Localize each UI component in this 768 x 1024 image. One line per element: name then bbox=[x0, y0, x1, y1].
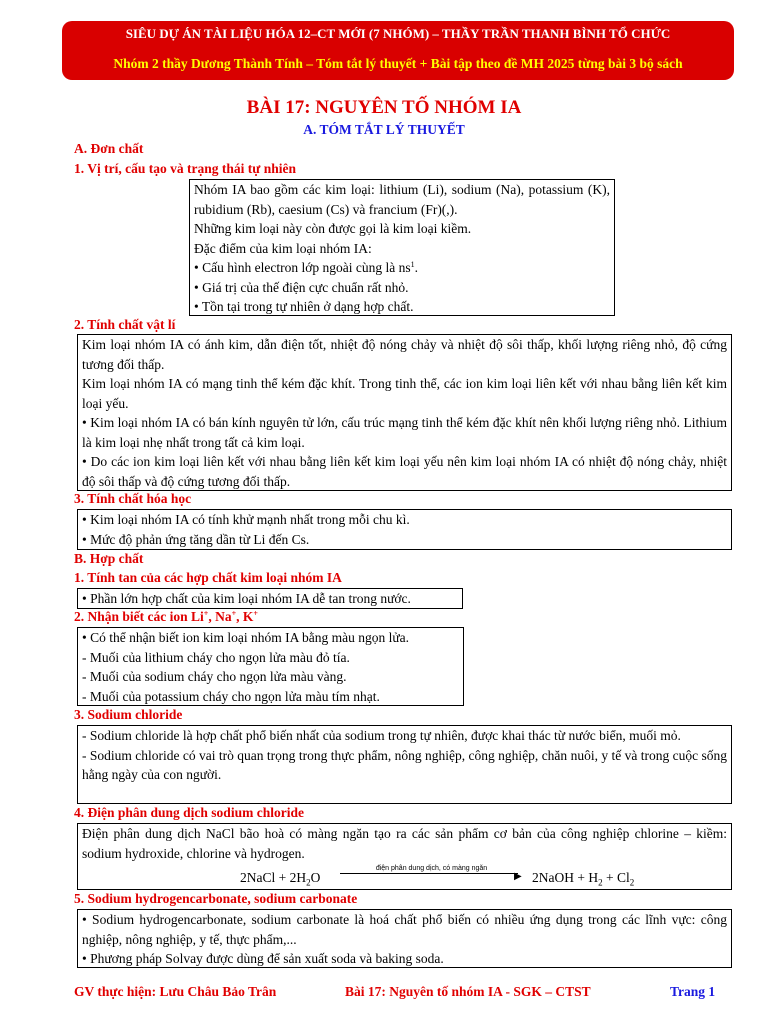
equation-products: 2NaOH + $H_2 + Cl_2$ bbox=[532, 870, 635, 888]
footer-lesson: Bài 17: Nguyên tố nhóm IA - SGK – CTST bbox=[345, 984, 591, 999]
a1-p1: Nhóm IA bao gồm các kim loại: lithium (Li), sodium (Na), potassium (K), rubidium (Rb), caesium (Cs) và francium (Fr)(,). bbox=[194, 182, 610, 217]
header-banner bbox=[62, 21, 734, 80]
box-b3 bbox=[77, 725, 732, 804]
box-a2 bbox=[77, 334, 732, 491]
a1-p3: Đặc điểm của kim loại nhóm IA: bbox=[194, 240, 372, 256]
box-a1 bbox=[189, 179, 615, 316]
a2-p3: • Kim loại nhóm IA có bán kính nguyên tử lớn, cấu trúc mạng tinh thể kém đặc khít nên khối lượng riêng nhỏ. Lithium là kim loại nhẹ nhất trong tất cả kim loại. bbox=[82, 415, 727, 450]
heading-a2: 2. Tính chất vật lí bbox=[74, 317, 176, 332]
b1-b1: • Phần lớn hợp chất của kim loại nhóm IA dễ tan trong nước. bbox=[82, 591, 411, 606]
a3-b2: • Mức độ phản ứng tăng dần từ Li đến Cs. bbox=[82, 531, 310, 547]
electrolysis-equation bbox=[82, 865, 727, 889]
banner-line-2: Nhóm 2 thầy Dương Thành Tính – Tóm tắt lý thuyết + Bài tập theo đề MH 2025 từng bài 3 bộ sách bbox=[113, 56, 683, 71]
b2-b1: • Có thể nhận biết ion kim loại nhóm IA bằng màu ngọn lửa. bbox=[82, 630, 409, 645]
b2-b4: - Muối của potassium cháy cho ngọn lửa màu tím nhạt. bbox=[82, 688, 380, 704]
box-b5 bbox=[77, 909, 732, 968]
lesson-title: BÀI 17: NGUYÊN TỐ NHÓM IA bbox=[246, 97, 522, 118]
reaction-condition: điện phân dung dịch, có màng ngăn bbox=[375, 865, 488, 872]
a2-p2: Kim loại nhóm IA có mạng tinh thể kém đặc khít. Trong tinh thể, các ion kim loại liên kết với nhau bằng liên kết kim loại yếu. bbox=[82, 376, 727, 411]
footer-page-number: Trang 1 bbox=[670, 984, 716, 999]
heading-a1: 1. Vị trí, cấu tạo và trạng thái tự nhiên bbox=[74, 161, 296, 176]
a1-b1: • Cấu hình electron lớp ngoài cùng là $ns^1$. bbox=[194, 260, 418, 275]
box-b2 bbox=[77, 627, 464, 706]
a2-p1: Kim loại nhóm IA có ánh kim, dẫn điện tốt, nhiệt độ nóng chảy và nhiệt độ sôi thấp, khối lượng riêng nhỏ, độ cứng tương đối thấp. bbox=[82, 337, 727, 372]
heading-b5: 5. Sodium hydrogencarbonate, sodium carbonate bbox=[74, 891, 358, 906]
a3-b1: • Kim loại nhóm IA có tính khử mạnh nhất trong mỗi chu kì. bbox=[82, 512, 410, 527]
b3-p1: - Sodium chloride là hợp chất phổ biến nhất của sodium trong tự nhiên, được khai thác từ nước biển, muối mỏ. bbox=[82, 728, 681, 743]
heading-a: A. Đơn chất bbox=[74, 141, 144, 156]
section-subtitle: A. TÓM TẮT LÝ THUYẾT bbox=[303, 122, 465, 137]
b5-b2: • Phương pháp Solvay được dùng để sản xuất soda và baking soda. bbox=[82, 951, 444, 966]
heading-b3: 3. Sodium chloride bbox=[74, 707, 183, 722]
box-a3 bbox=[77, 509, 732, 550]
a1-b2: • Giá trị của thế điện cực chuẩn rất nhỏ. bbox=[194, 279, 409, 295]
equation-reactants: 2NaCl + $2H_2O$ bbox=[240, 870, 321, 888]
footer-author: GV thực hiện: Lưu Châu Bảo Trân bbox=[74, 984, 277, 999]
a1-p2: Những kim loại này còn được gọi là kim loại kiềm. bbox=[194, 221, 472, 236]
box-b4 bbox=[77, 823, 732, 890]
b3-p2: - Sodium chloride có vai trò quan trọng trong thực phẩm, nông nghiệp, công nghiệp, chăn nuôi, y tế và trong cuộc sống hằng ngày của con người. bbox=[82, 747, 727, 782]
a2-p4: • Do các ion kim loại liên kết với nhau bằng liên kết kim loại yếu nên kim loại nhóm IA có nhiệt độ nóng chảy, nhiệt độ sôi thấp và độ cứng tương đối thấp. bbox=[82, 454, 727, 489]
box-b1 bbox=[77, 588, 463, 609]
b4-p1: Điện phân dung dịch NaCl bão hoà có màng ngăn tạo ra các sản phẩm cơ bản của công nghiệp chlorine – kiềm: sodium hydroxide, chlorine và hydrogen. bbox=[82, 826, 727, 861]
b5-b1: • Sodium hydrogencarbonate, sodium carbonate là hoá chất phổ biến có nhiều ứng dụng trong các lĩnh vực: công nghiệp, nông nghiệp, y tế, thực phẩm,... bbox=[82, 912, 727, 947]
heading-b4: 4. Điện phân dung dịch sodium chloride bbox=[74, 805, 304, 820]
b2-b2: - Muối của lithium cháy cho ngọn lửa màu đỏ tía. bbox=[82, 649, 350, 665]
a1-b3: • Tồn tại trong tự nhiên ở dạng hợp chất. bbox=[194, 299, 414, 314]
heading-a3: 3. Tính chất hóa học bbox=[74, 491, 192, 506]
banner-line-1: SIÊU DỰ ÁN TÀI LIỆU HÓA 12–CT MỚI (7 NHÓM) – THẦY TRẦN THANH BÌNH TỔ CHỨC bbox=[125, 26, 671, 41]
reaction-arrow: điện phân dung dịch, có màng ngăn ▶ bbox=[334, 859, 529, 879]
heading-b1: 1. Tính tan của các hợp chất kim loại nhóm IA bbox=[74, 570, 342, 585]
heading-b: B. Hợp chất bbox=[74, 551, 144, 566]
heading-b2: 2. Nhận biết các ion Li+, Na+, K+ bbox=[74, 609, 258, 624]
b2-b3: - Muối của sodium cháy cho ngọn lửa màu vàng. bbox=[82, 669, 347, 684]
